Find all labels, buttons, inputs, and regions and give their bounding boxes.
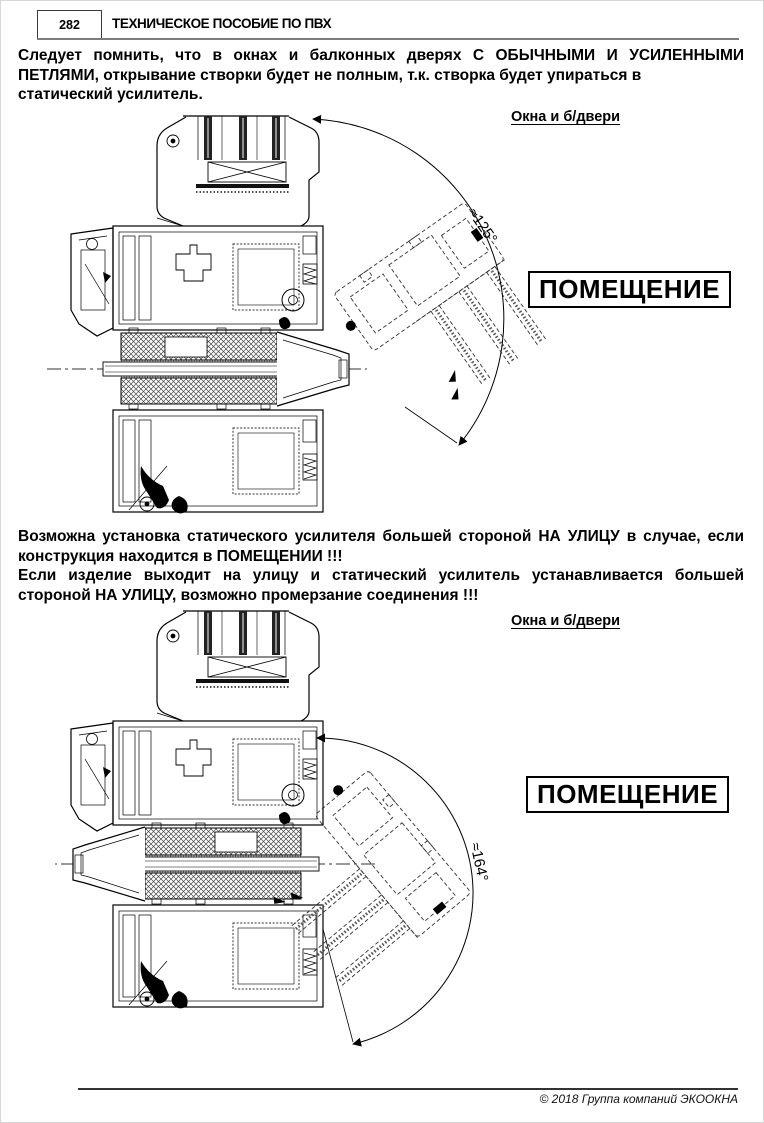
footer-rule (78, 1088, 738, 1090)
footer-copyright: © 2018 Группа компаний ЭКООКНА (539, 1092, 738, 1106)
diagram2-caption: Окна и б/двери (511, 613, 621, 629)
diagram2-group (55, 611, 473, 1044)
diagram2-angle-label: ≈164° (466, 841, 492, 883)
opening-arc (313, 119, 504, 445)
intro-paragraph (18, 46, 744, 105)
intro-line: Следует помнить, что в окнах и балконных дверях С ОБЫЧНЫМИ И УСИЛЕННЫМИ (18, 47, 744, 64)
middle-line: конструкция находится в ПОМЕЩЕНИИ !!! (18, 547, 343, 565)
header-rule (37, 38, 739, 40)
diagram1-room-label: ПОМЕЩЕНИЕ (528, 271, 731, 308)
intro-line: ПЕТЛЯМИ, открывание створки будет не полным, т.к. створка будет упираться в (18, 66, 642, 84)
intro-line: статический усилитель. (18, 86, 203, 104)
page-number: 282 (59, 17, 80, 32)
diagram2-room-label: ПОМЕЩЕНИЕ (526, 776, 729, 813)
diagram1-drawing (1, 109, 763, 523)
diagram1-group (47, 116, 556, 513)
middle-line: стороной НА УЛИЦУ, возможно промерзание соединения !!! (18, 586, 479, 604)
diagram2-drawing (1, 599, 763, 1061)
header-title: ТЕХНИЧЕСКОЕ ПОСОБИЕ ПО ПВХ (112, 16, 332, 31)
middle-paragraph (18, 527, 744, 605)
middle-line: Возможна установка статического усилителя большей стороной НА УЛИЦУ в случае, если (18, 528, 744, 545)
diagram1-caption: Окна и б/двери (511, 109, 621, 125)
opened-sash-dashed (326, 202, 556, 430)
opening-arc (317, 738, 473, 1044)
diagram1-angle-label: ≈125° (464, 205, 501, 247)
page-number-box (37, 10, 102, 39)
middle-line: Если изделие выходит на улицу и статический усилитель устанавливается большей (18, 567, 744, 585)
